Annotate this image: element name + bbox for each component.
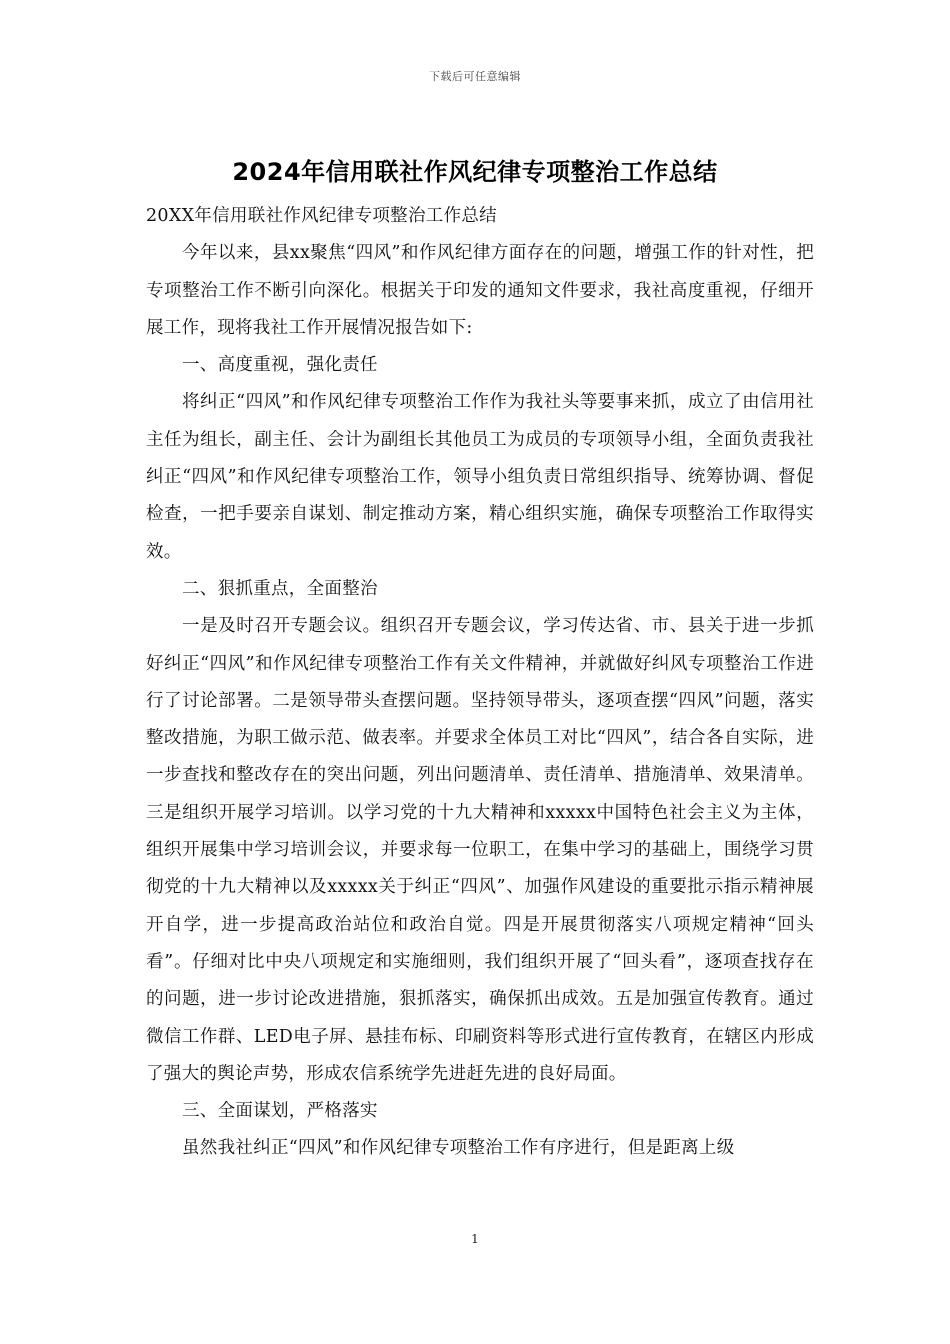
paragraph-intro: 今年以来，县xx聚焦“四风”和作风纪律方面存在的问题，增强工作的针对性，把专项整治工作不断引向深化。根据关于印发的通知文件要求，我社高度重视，仔细开展工作，现将我社工作开展情况报告如下:: [146, 243, 814, 338]
section-heading-2: 二、狠抓重点，全面整治: [182, 578, 378, 599]
document-title: 2024年信用联社作风纪律专项整治工作总结: [232, 158, 718, 186]
page-number: 1: [471, 1232, 479, 1246]
header-note: 下载后可任意编辑: [429, 70, 521, 83]
document-body: [146, 198, 814, 1168]
paragraph-section-2: 一是及时召开专题会议。组织召开专题会议，学习传达省、市、县关于进一步抓好纠正“四风”和作风纪律专项整治工作有关文件精神，并就做好纠风专项整治工作进行了讨论部署。二是领导带头查摆问题。坚持领导带头，逐项查摆“四风”问题，落实整改措施，为职工做示范、做表率。并要求全体员工对比“四风”，结合各自实际，进一步查找和整改存在的突出问题，列出问题清单、责任清单、措施清单、效果清单。三是组织开展学习培训。以学习党的十九大精神和xxxxx中国特色社会主义为主体，组织开展集中学习培训会议，并要求每一位职工，在集中学习的基础上，围绕学习贯彻党的十九大精神以及xxxxx关于纠正“四风”、加强作风建设的重要批示指示精神展开自学，进一步提高政治站位和政治自觉。四是开展贯彻落实八项规定精神“回头看”。仔细对比中央八项规定和实施细则，我们组织开展了“回头看”，逐项查找存在的问题，进一步讨论改进措施，狠抓落实，确保抓出成效。五是加强宣传教育。通过微信工作群、LED电子屏、悬挂布标、印刷资料等形式进行宣传教育，在辖区内形成了强大的舆论声势，形成农信系统学先进赶先进的良好局面。: [146, 616, 814, 1084]
paragraph-section-1: 将纠正“四风”和作风纪律专项整治工作作为我社头等要事来抓，成立了由信用社主任为组长，副主任、会计为副组长其他员工为成员的专项领导小组，全面负责我社纠正“四风”和作风纪律专项整治工作，领导小组负责日常组织指导、统筹协调、督促检查，一把手要亲自谋划、制定推动方案，精心组织实施，确保专项整治工作取得实效。: [146, 392, 814, 562]
paragraph-section-3: 虽然我社纠正“四风”和作风纪律专项整治工作有序进行，但是距离上级: [182, 1138, 735, 1159]
section-heading-3: 三、全面谋划，严格落实: [182, 1101, 378, 1122]
document-subtitle: 20XX年信用联社作风纪律专项整治工作总结: [146, 206, 497, 226]
section-heading-1: 一、高度重视，强化责任: [182, 355, 378, 376]
